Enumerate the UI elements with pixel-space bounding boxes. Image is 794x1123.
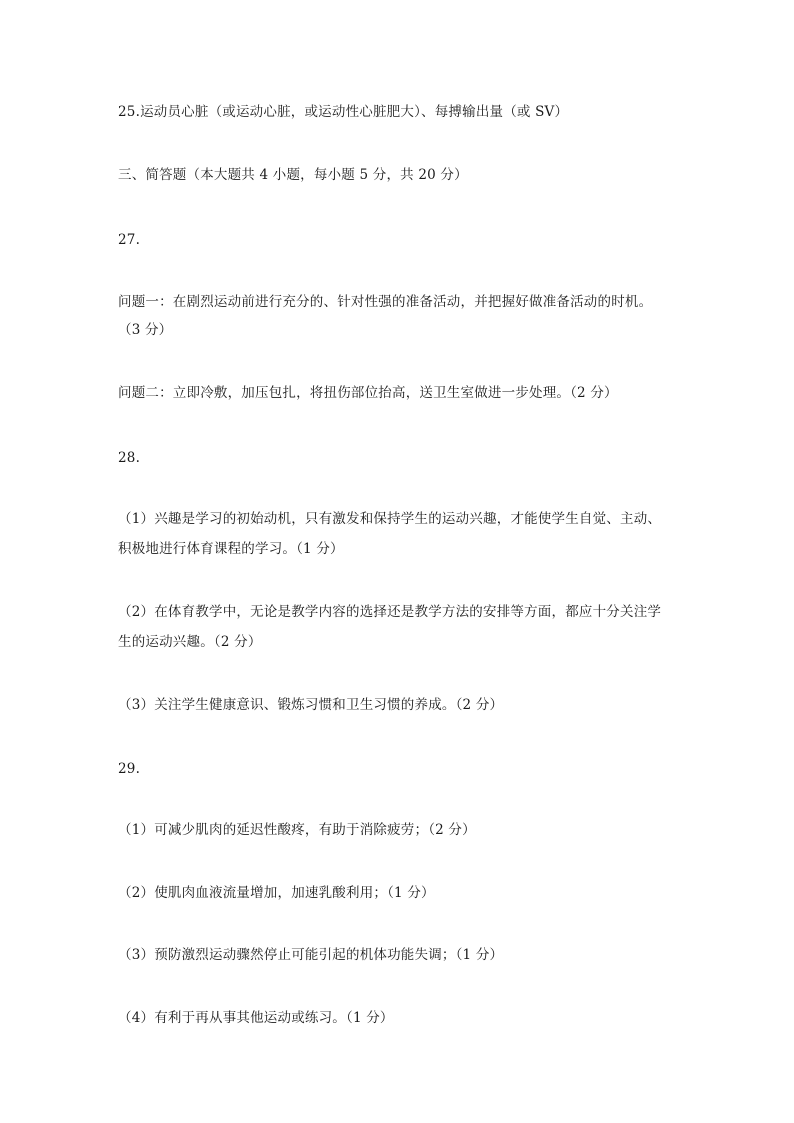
section-heading-short-answer: 三、简答题（本大题共 4 小题，每小题 5 分，共 20 分） xyxy=(118,167,468,183)
q28-point-3: （3）关注学生健康意识、锻炼习惯和卫生习惯的养成。（2 分） xyxy=(118,697,504,713)
q29-point-3: （3）预防激烈运动骤然停止可能引起的机体功能失调；（1 分） xyxy=(118,947,504,963)
q29-point-4: （4）有利于再从事其他运动或练习。（1 分） xyxy=(118,1010,394,1026)
q27-answer-2: 问题二：立即冷敷，加压包扎，将扭伤部位抬高，送卫生室做进一步处理。（2 分） xyxy=(118,385,618,401)
q28-point-2-line-1: （2）在体育教学中，无论是教学内容的选择还是教学方法的安排等方面，都应十分关注学 xyxy=(118,604,662,620)
answer-25: 25.运动员心脏（或运动心脏，或运动性心脏肥大）、每搏输出量（或 SV） xyxy=(118,104,569,120)
question-27-number: 27. xyxy=(118,232,141,248)
q27-answer-1-line-2: （3 分） xyxy=(118,322,173,338)
q29-point-2: （2）使肌肉血液流量增加，加速乳酸利用；（1 分） xyxy=(118,885,435,901)
q28-point-2-line-2: 生的运动兴趣。（2 分） xyxy=(118,634,262,650)
question-29-number: 29. xyxy=(118,761,141,777)
q28-point-1-line-2: 积极地进行体育课程的学习。（1 分） xyxy=(118,541,344,557)
q28-point-1-line-1: （1）兴趣是学习的初始动机，只有激发和保持学生的运动兴趣，才能使学生自觉、主动、 xyxy=(118,511,662,527)
q27-answer-1-line-1: 问题一：在剧烈运动前进行充分的、针对性强的准备活动，并把握好做准备活动的时机。 xyxy=(118,294,653,310)
question-28-number: 28. xyxy=(118,450,141,466)
q29-point-1: （1）可减少肌肉的延迟性酸疼，有助于消除疲劳；（2 分） xyxy=(118,822,476,838)
